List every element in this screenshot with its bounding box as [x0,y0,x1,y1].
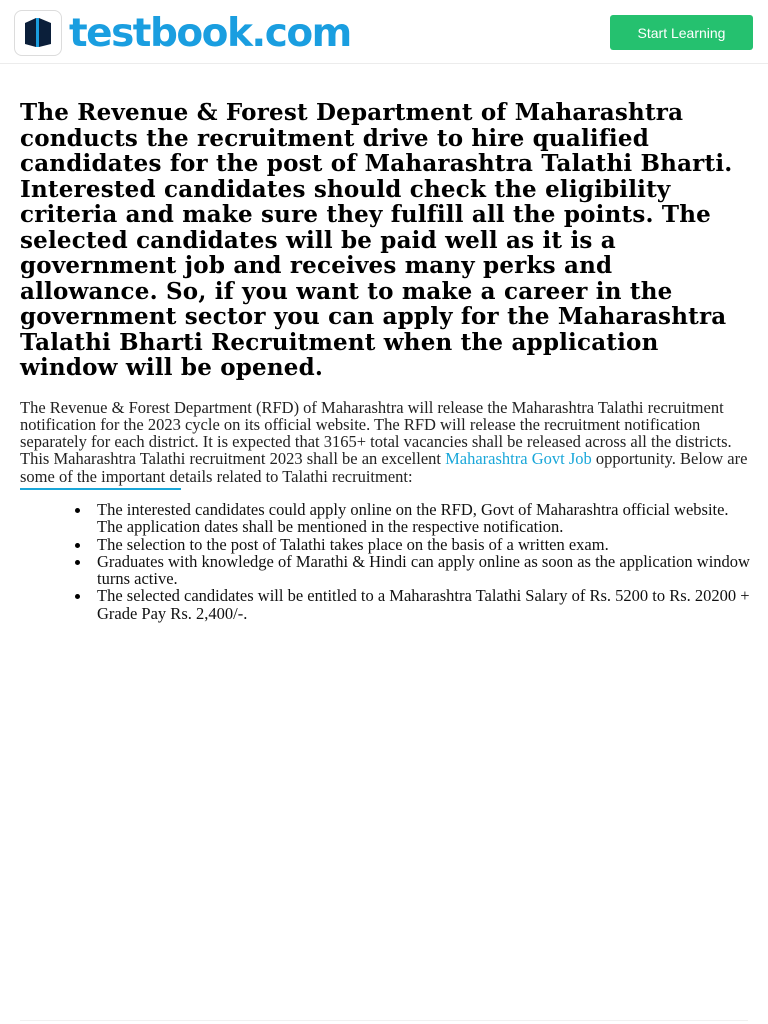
list-item-text: The selected candidates will be entitled to a Maharashtra Talathi Salary of Rs. 5200 to Rs. 20200 + Grade Pay Rs. 2,400/-. [97,586,750,623]
section-underline [20,488,181,490]
list-item [97,536,750,553]
list-item [97,587,750,622]
intro-paragraph [20,399,750,485]
details-list [97,501,750,622]
list-item-text: Graduates with knowledge of Marathi & Hindi can apply online as soon as the application window turns active. [97,551,750,589]
bullet-icon [75,508,80,513]
page-divider [20,1020,748,1021]
article-content [20,100,750,622]
testbook-logo[interactable] [14,10,351,56]
logo-badge-icon [14,10,62,56]
bullet-icon [75,543,80,548]
bullet-icon [75,594,80,599]
list-item-text: The selection to the post of Talathi takes place on the basis of a written exam. [97,534,609,554]
start-learning-button[interactable]: Start Learning [610,15,753,50]
bullet-icon [75,560,80,565]
logo-wordmark: testbook.com [69,10,351,56]
list-item-text: The interested candidates could apply online on the RFD, Govt of Maharashtra official website. The application dates shall be mentioned in the respective notification. [97,499,729,537]
intro-text-after: opportunity. Below are some of the important details related to Talathi recruitment: [20,449,748,486]
maharashtra-govt-job-link[interactable]: Maharashtra Govt Job [445,449,592,469]
article-headline: The Revenue & Forest Department of Maharashtra conducts the recruitment drive to hire qualified candidates for the post of Maharashtra Talathi Bharti. Interested candidates should check the eligibility criteria and make sure they fulfill all the points. The selected candidates will be paid well as it is a government job and receives many perks and allowance. So, if you want to make a career in the government sector you can apply for the Maharashtra Talathi Bharti Recruitment when the application window will be opened. [20,99,733,381]
intro-text-before: The Revenue & Forest Department (RFD) of Maharashtra will release the Maharashtra Talathi recruitment notification for the 2023 cycle on its official website. The RFD will release the recruitment notification separately for each district. It is expected that 3165+ total vacancies shall be released across all the districts. This Maharashtra Talathi recruitment 2023 shall be an excellent [20,397,732,469]
list-item [97,501,750,536]
list-item [97,553,750,588]
site-header [0,0,768,64]
